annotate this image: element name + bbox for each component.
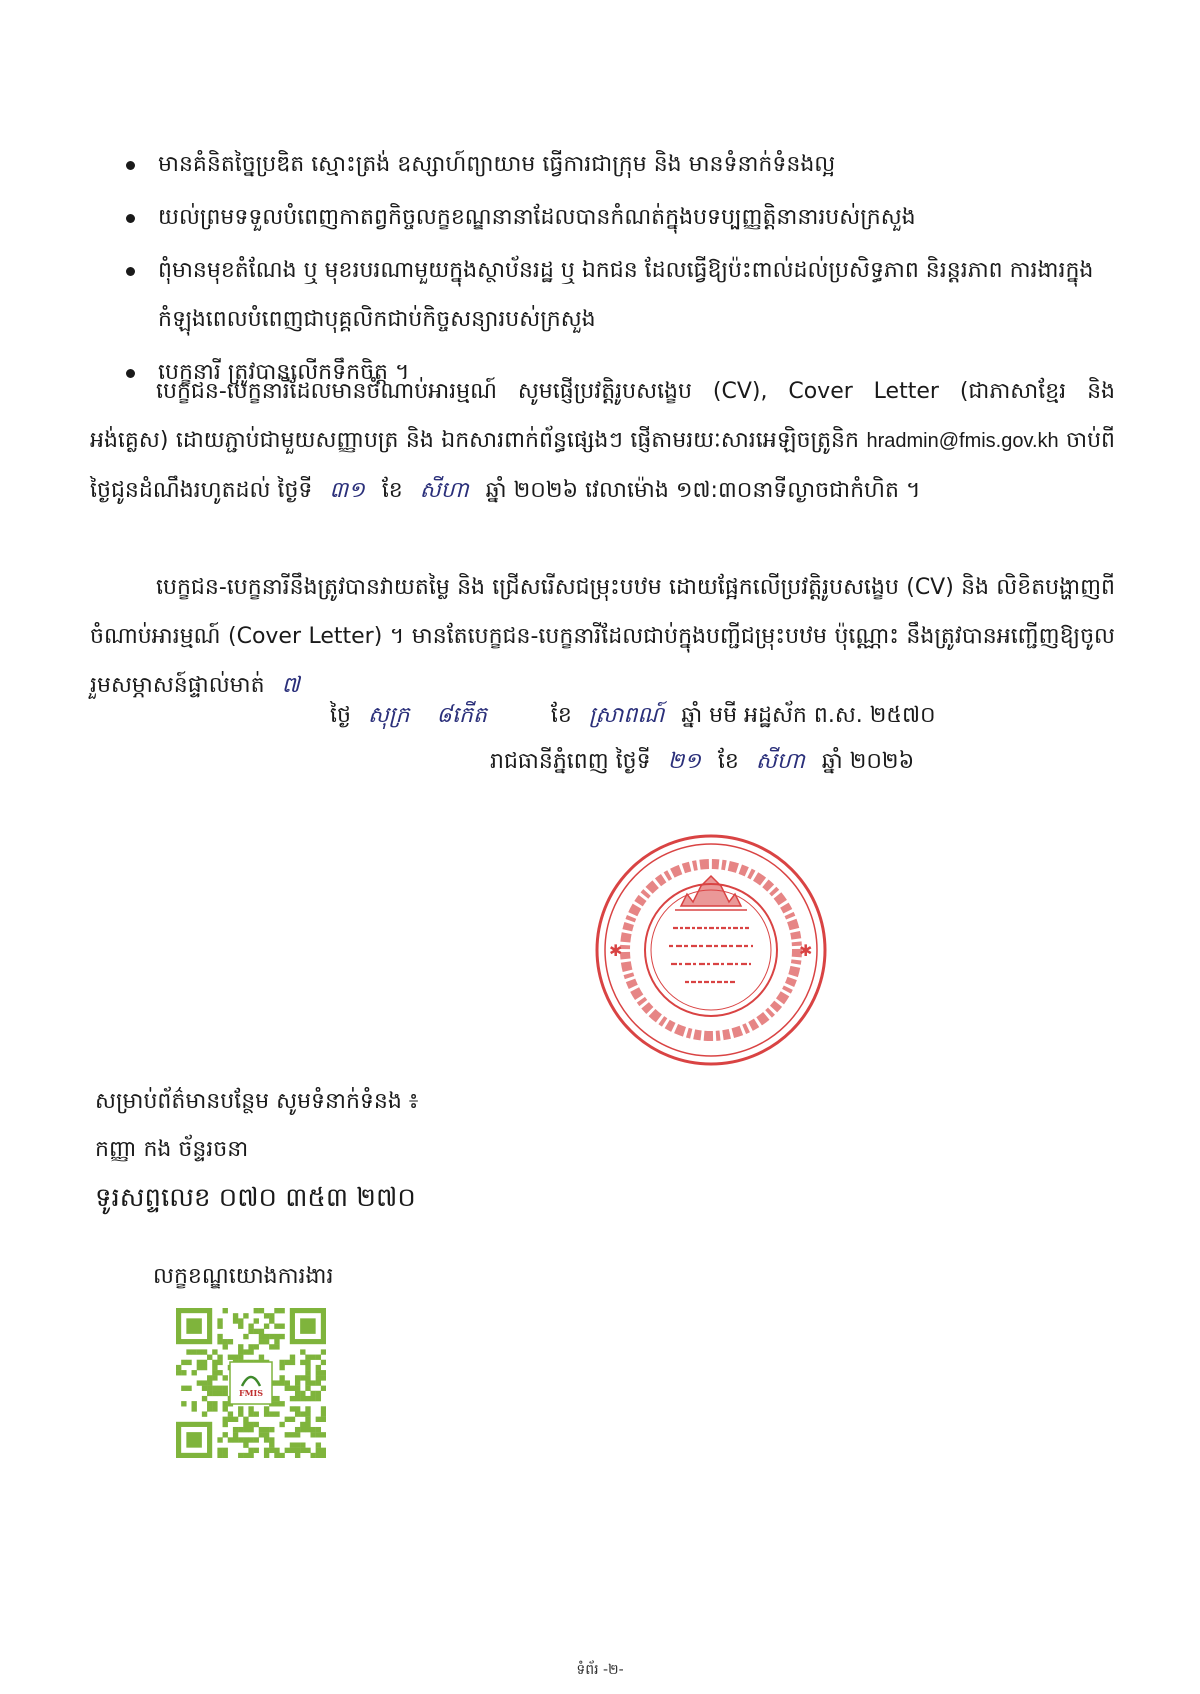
email-link[interactable]: hradmin@fmis.gov.kh: [866, 430, 1059, 452]
bullet-item: បេក្ខនារី ត្រូវបានលើកទឹកចិត្ត ។: [118, 348, 1118, 397]
qr-label: លក្ខខណ្ឌយោងការងារ: [153, 1264, 334, 1289]
bullet-item: យល់ព្រមទទួលបំពេញកាតព្វកិច្ចលក្ខខណ្ឌនានាដែលបានកំណត់ក្នុងបទប្បញ្ញត្តិនានារបស់ក្រសួង: [118, 193, 1118, 242]
civil-month-label: ខែ: [717, 749, 739, 774]
qr-code[interactable]: [176, 1308, 326, 1458]
official-seal: [593, 832, 829, 1068]
lunar-day: ៨កើត: [436, 703, 487, 728]
contact-block: [95, 1078, 418, 1222]
civil-date-month: សីហា: [755, 749, 805, 774]
lunar-year-text: ឆ្នាំ មមី អដ្ឋស័ក ព.ស. ២៥៧០: [681, 703, 936, 728]
application-paragraph: [90, 367, 1115, 515]
bullet-item: ពុំមានមុខតំណែង ឬ មុខរបរណាមួយក្នុងស្ថាប័នរដ្ឋ ឬ ឯកជន ដែលធ្វើឱ្យប៉ះពាល់ដល់ប្រសិទ្ធភាព និរន្តរភាព ការងារក្នុងកំឡុងពេលបំពេញជាបុគ្គលិកជាប់កិច្ចសន្យារបស់ក្រសួង: [118, 246, 1118, 344]
lunar-date-line: [330, 696, 936, 736]
requirements-list: [118, 140, 1118, 401]
deadline-time-text: ឆ្នាំ ២០២៦ វេលាម៉ោង ១៧:៣០នាទីល្ងាចជាកំហិត ។: [485, 478, 921, 503]
civil-date-prefix: រាជធានីភ្នំពេញ ថ្ងៃទី: [490, 749, 651, 774]
svg-text:FMIS: FMIS: [238, 1388, 264, 1398]
lunar-weekday: សុក្រ: [367, 703, 410, 728]
civil-date-day: ២១: [667, 749, 701, 774]
deadline-day: ៣១: [329, 478, 365, 503]
selection-paragraph: [90, 563, 1115, 710]
civil-date-line: [490, 742, 914, 782]
lunar-month-label: ខែ: [550, 703, 572, 728]
lunar-day-label: ថ្ងៃ: [330, 703, 351, 728]
page-number: ទំព័រ -២-: [576, 1662, 624, 1678]
svg-text:✱: ✱: [609, 941, 623, 960]
interview-fill: ៧: [281, 673, 300, 698]
lunar-month: ស្រាពណ៍: [588, 703, 665, 728]
deadline-month: សីហា: [419, 478, 469, 503]
selection-text: បេក្ខជន-បេក្ខនារីនឹងត្រូវបានវាយតម្លៃ និង ជ្រើសរើសជម្រុះបឋម ដោយផ្អែកលើប្រវត្តិរូបសង្ខេប (CV) និង លិខិតបង្ហាញពីចំណាប់អារម្មណ៍ (Cover Letter) ។ មានតែបេក្ខជន-បេក្ខនារីដែលជាប់ក្នុងបញ្ជីជម្រុះបឋម ប៉ុណ្ណោះ នឹងត្រូវបានអញ្ជើញឱ្យចូលរួមសម្ភាសន៍ផ្ទាល់មាត់: [90, 575, 1115, 698]
application-text: បេក្ខជន-បេក្ខនារីដែលមានចំណាប់អារម្មណ៍ សូមផ្ញើប្រវត្តិរូបសង្ខេប (CV), Cover Letter (ជាភាសាខ្មែរ និង អង់គ្លេស) ដោយភ្ជាប់ជាមួយសញ្ញាបត្រ និង ឯកសារពាក់ព័ន្ធផ្សេងៗ ផ្ញើតាមរយៈសារអេឡិចត្រូនិក: [90, 379, 1115, 453]
civil-date-year: ឆ្នាំ ២០២៦: [821, 749, 915, 774]
deadline-text: ចាប់ពីថ្ងៃជូនដំណឹងរហូតដល់ ថ្ងៃទី: [90, 428, 1116, 503]
contact-person: កញ្ញា កង ច័ន្ទរចនា: [95, 1137, 249, 1162]
svg-text:✱: ✱: [799, 941, 813, 960]
bullet-item: មានគំនិតច្នៃប្រឌិត ស្មោះត្រង់ ឧស្សាហ៍ព្យាយាម ធ្វើការជាក្រុម និង មានទំនាក់ទំនងល្អ: [118, 140, 1118, 189]
contact-heading: សម្រាប់ព័ត៌មានបន្ថែម សូមទំនាក់ទំនង ៖: [95, 1089, 419, 1114]
deadline-month-label: ខែ: [381, 478, 403, 503]
contact-phone: ទូរសព្ទលេខ ០៧០ ៣៥៣ ២៧០: [95, 1183, 416, 1213]
